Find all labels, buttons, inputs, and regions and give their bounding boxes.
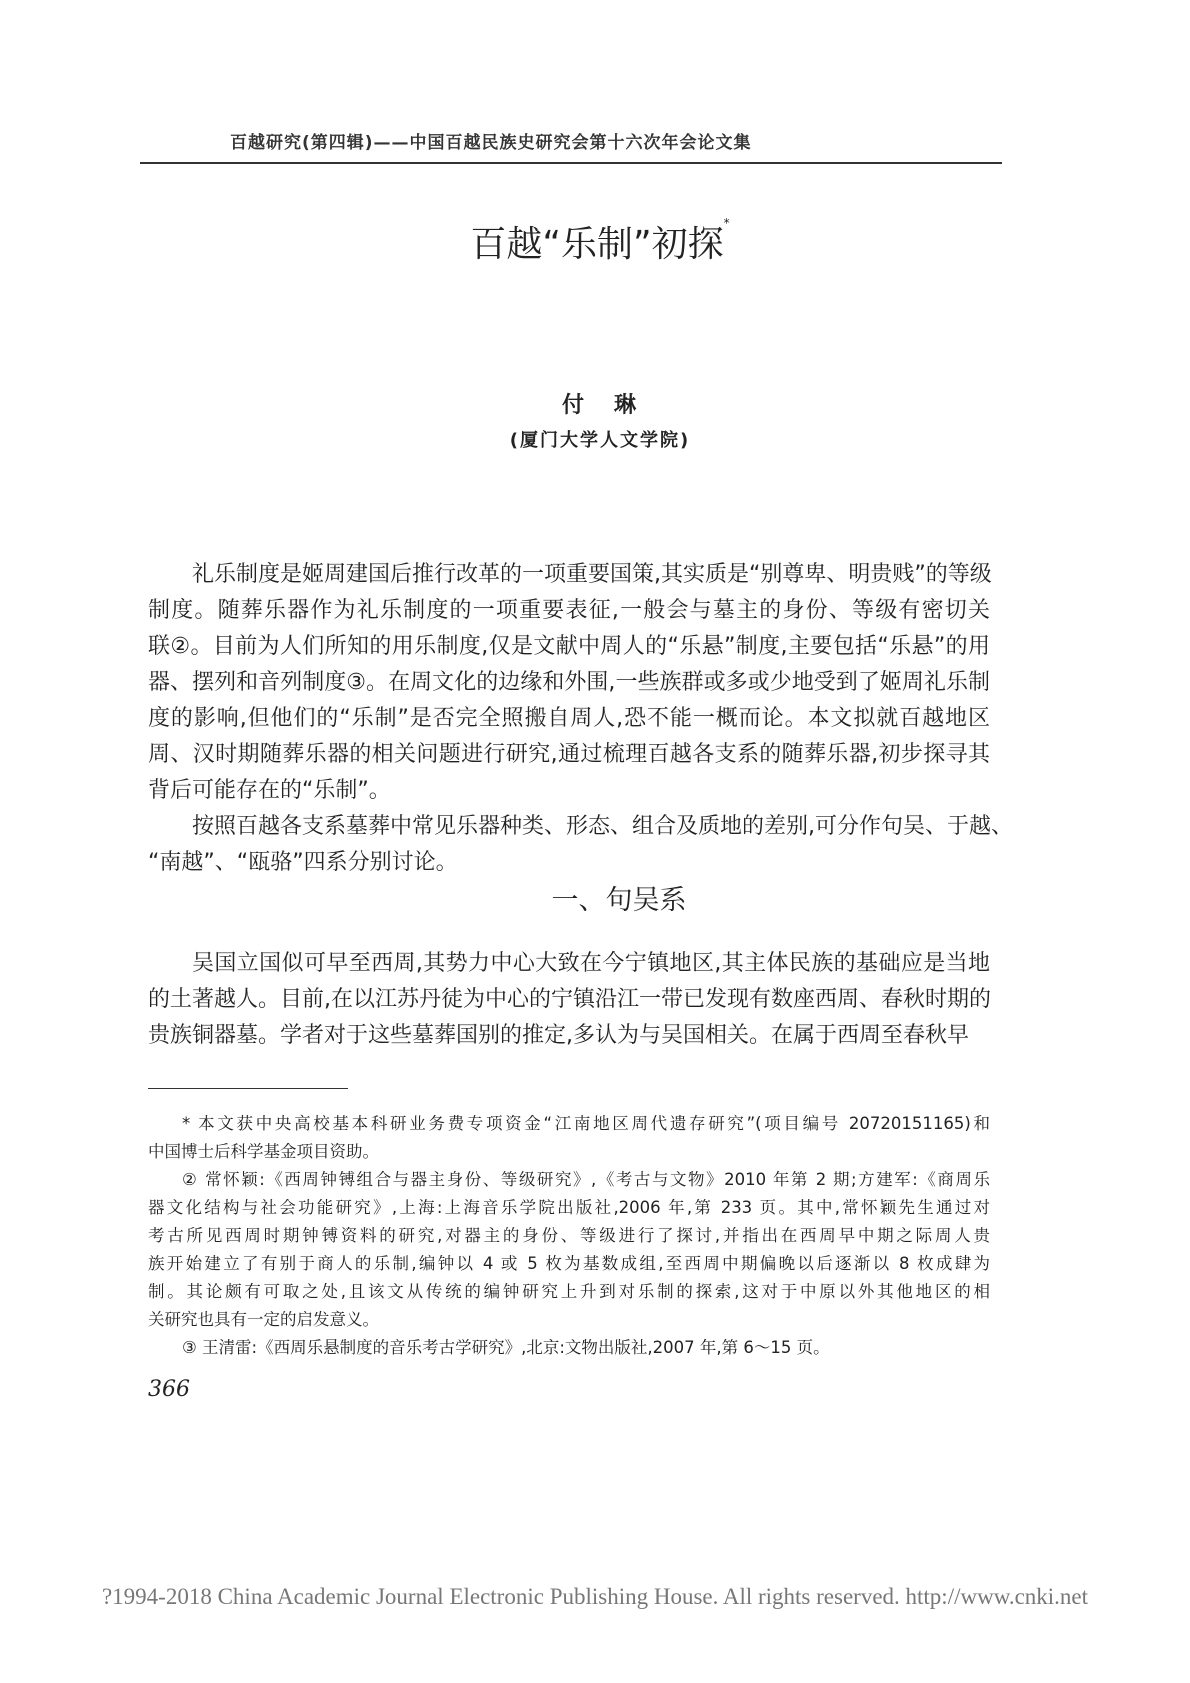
text-line: * 本文获中央高校基本科研业务费专项资金“江南地区周代遗存研究”(项目编号 20720151165)和 <box>182 1114 990 1133</box>
text-line: 关研究也具有一定的启发意义。 <box>148 1310 379 1329</box>
text-line: ③ 王清雷:《西周乐悬制度的音乐考古学研究》,北京:文物出版社,2007 年,第 6～15 页。 <box>182 1338 830 1357</box>
footnote <box>148 1334 990 1362</box>
text-line: 度的影响,但他们的“乐制”是否完全照搬自周人,恐不能一概而论。本文拟就百越地区 <box>148 706 990 731</box>
header-rule <box>140 162 1002 164</box>
text-line: 联②。目前为人们所知的用乐制度,仅是文献中周人的“乐悬”制度,主要包括“乐悬”的用 <box>148 634 990 659</box>
author: 付琳 <box>561 393 666 418</box>
text-line: 器、摆列和音列制度③。在周文化的边缘和外围,一些族群或多或少地受到了姬周礼乐制 <box>148 670 990 695</box>
paragraph <box>148 809 1013 881</box>
text-line: 制。其论颇有可取之处,且该文从传统的编钟研究上升到对乐制的探索,这对于中原以外其他地区的相 <box>148 1282 990 1301</box>
title-footnote-mark: * <box>723 216 730 230</box>
text-line: 礼乐制度是姬周建国后推行改革的一项重要国策,其实质是“别尊卑、明贵贱”的等级 <box>192 562 992 587</box>
text-line: 的土著越人。目前,在以江苏丹徒为中心的宁镇沿江一带已发现有数座西周、春秋时期的 <box>148 987 991 1012</box>
copyright-watermark: ?1994-2018 China Academic Journal Electronic Publishing House. All rights reserved. http://www.cnki.net <box>101 1584 1089 1609</box>
text-line: 族开始建立了有别于商人的乐制,编钟以 4 或 5 枚为基数成组,至西周中期偏晚以后逐渐以 8 枚成肆为 <box>148 1254 990 1273</box>
text-line: 中国博士后科学基金项目资助。 <box>148 1142 379 1161</box>
text-line: 按照百越各支系墓葬中常见乐器种类、形态、组合及质地的差别,可分作句吴、于越、 <box>192 814 1013 839</box>
paragraph <box>148 557 990 809</box>
affiliation: (厦门大学人文学院) <box>509 430 691 451</box>
article-title <box>0 216 1190 267</box>
footnotes <box>148 1110 990 1362</box>
title-text: 百越“乐制”初探 <box>470 224 724 265</box>
running-header: 百越研究(第四辑)——中国百越民族史研究会第十六次年会论文集 <box>230 133 752 153</box>
footnote-rule <box>148 1088 348 1089</box>
page-number: 366 <box>148 1377 190 1402</box>
section-body <box>148 946 990 1054</box>
footnote <box>148 1166 990 1334</box>
footnote <box>148 1110 990 1166</box>
text-line: 器文化结构与社会功能研究》,上海:上海音乐学院出版社,2006 年,第 233 页。其中,常怀颖先生通过对 <box>148 1198 990 1217</box>
text-line: 背后可能存在的“乐制”。 <box>148 778 391 803</box>
text-line: “南越”、“瓯骆”四系分别讨论。 <box>148 850 458 875</box>
text-line: ② 常怀颖:《西周钟镈组合与器主身份、等级研究》,《考古与文物》2010 年第 2 期;方建军:《商周乐 <box>182 1170 990 1189</box>
text-line: 考古所见西周时期钟镈资料的研究,对器主的身份、等级进行了探讨,并指出在西周早中期之际周人贵 <box>148 1226 990 1245</box>
section-heading: 一、句吴系 <box>551 885 687 916</box>
text-line: 吴国立国似可早至西周,其势力中心大致在今宁镇地区,其主体民族的基础应是当地 <box>192 951 990 976</box>
text-line: 制度。随葬乐器作为礼乐制度的一项重要表征,一般会与墓主的身份、等级有密切关 <box>148 598 990 623</box>
intro-paragraphs <box>148 557 1013 881</box>
text-line: 周、汉时期随葬乐器的相关问题进行研究,通过梳理百越各支系的随葬乐器,初步探寻其 <box>148 742 990 767</box>
paragraph <box>148 946 990 1054</box>
text-line: 贵族铜器墓。学者对于这些墓葬国别的推定,多认为与吴国相关。在属于西周至春秋早 <box>148 1023 969 1048</box>
